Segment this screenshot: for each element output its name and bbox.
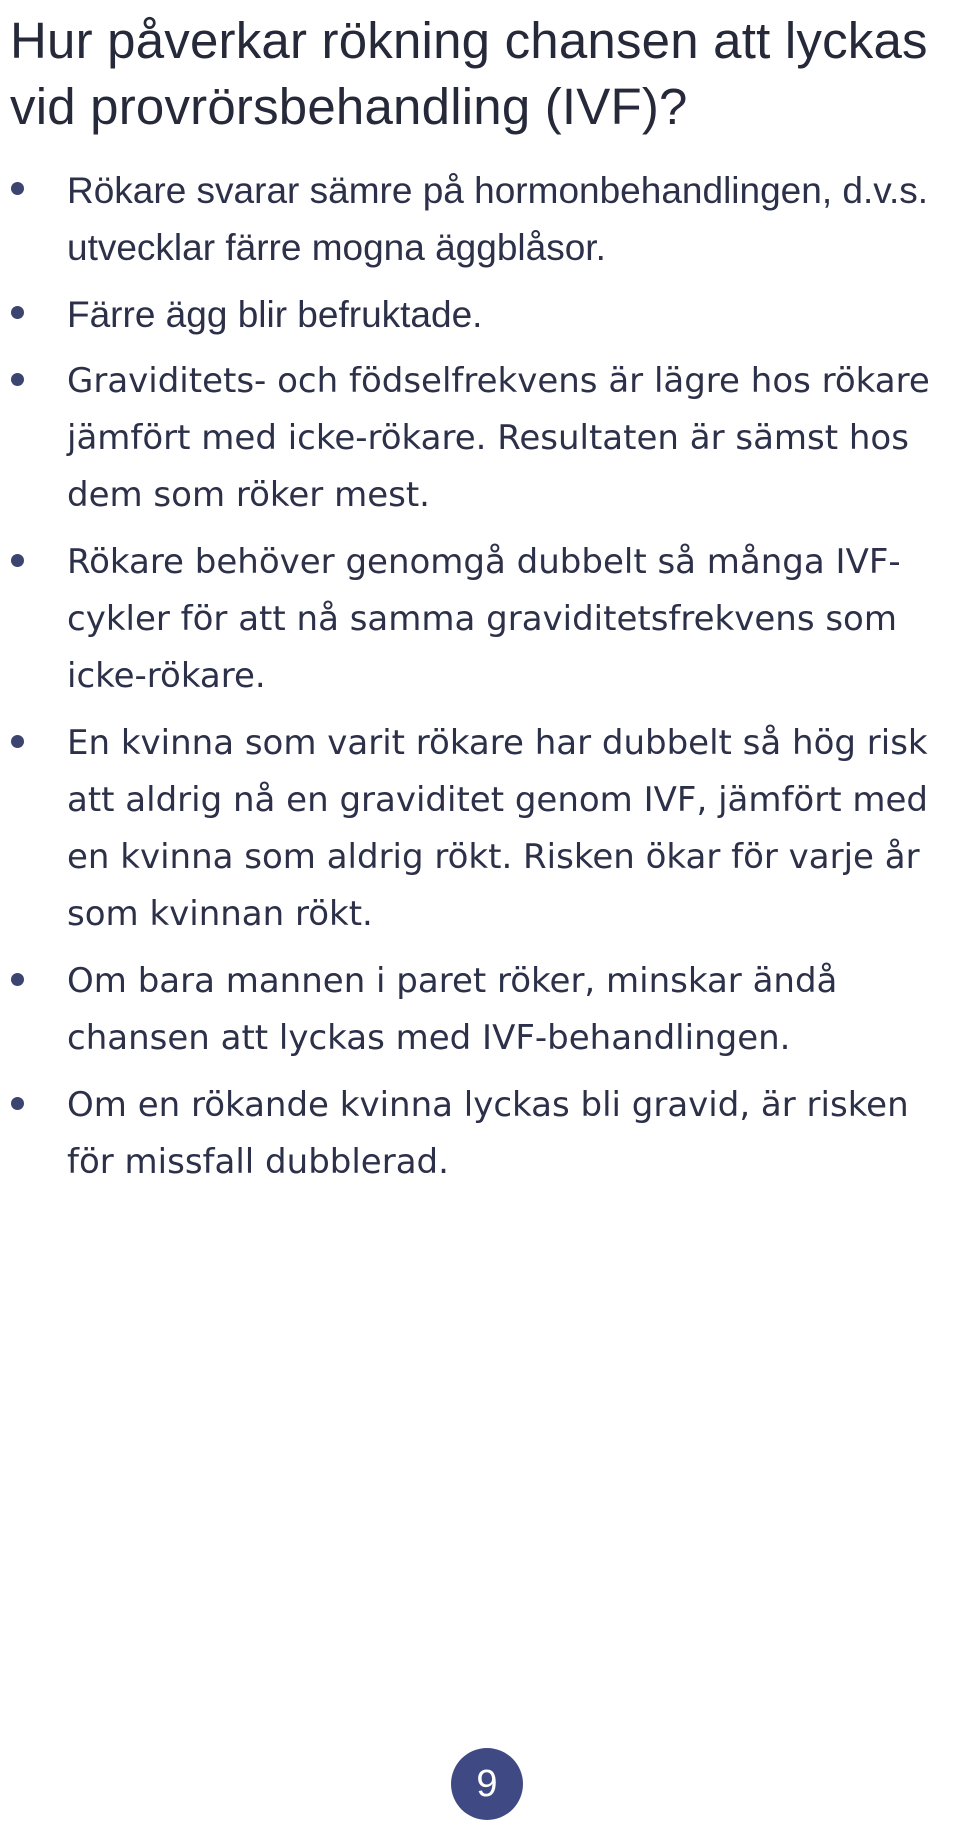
list-item-text: En kvinna som varit rökare har dubbelt så hög risk att aldrig nå en graviditet genom IVF, jämfört med en kvinna som aldrig rökt. Risken ökar för varje år som kvinnan rökt. — [67, 723, 928, 934]
list-item-text: Om bara mannen i paret röker, minskar ändå chansen att lyckas med IVF-behandlingen. — [67, 961, 838, 1058]
list-item — [0, 286, 960, 343]
bullet-icon — [11, 973, 24, 986]
list-item — [0, 715, 960, 943]
bullet-icon — [11, 306, 24, 319]
bullet-icon — [11, 182, 24, 195]
bullet-list — [0, 162, 960, 1201]
list-item — [0, 953, 960, 1067]
list-item — [0, 353, 960, 524]
list-item-text: Om en rökande kvinna lyckas bli gravid, är risken för missfall dubblerad. — [67, 1085, 909, 1182]
list-item-text: Graviditets- och födselfrekvens är lägre hos rökare jämfört med icke-rökare. Resultaten är sämst hos dem som röker mest. — [67, 361, 930, 515]
list-item-text: Färre ägg blir befruktade. — [67, 294, 483, 335]
bullet-icon — [11, 735, 24, 748]
bullet-icon — [11, 1097, 24, 1110]
list-item-text: Rökare svarar sämre på hormonbehandlingen, d.v.s. utvecklar färre mogna äggblåsor. — [67, 170, 929, 268]
bullet-icon — [11, 373, 24, 386]
bullet-icon — [11, 554, 24, 567]
list-item — [0, 162, 960, 276]
list-item — [0, 1077, 960, 1191]
list-item — [0, 534, 960, 705]
page-number-badge: 9 — [451, 1748, 523, 1820]
page-title: Hur påverkar rökning chansen att lyckas vid provrörsbehandling (IVF)? — [10, 12, 928, 135]
list-item-text: Rökare behöver genomgå dubbelt så många IVF-cykler för att nå samma graviditetsfrekvens som icke-rökare. — [67, 542, 901, 696]
